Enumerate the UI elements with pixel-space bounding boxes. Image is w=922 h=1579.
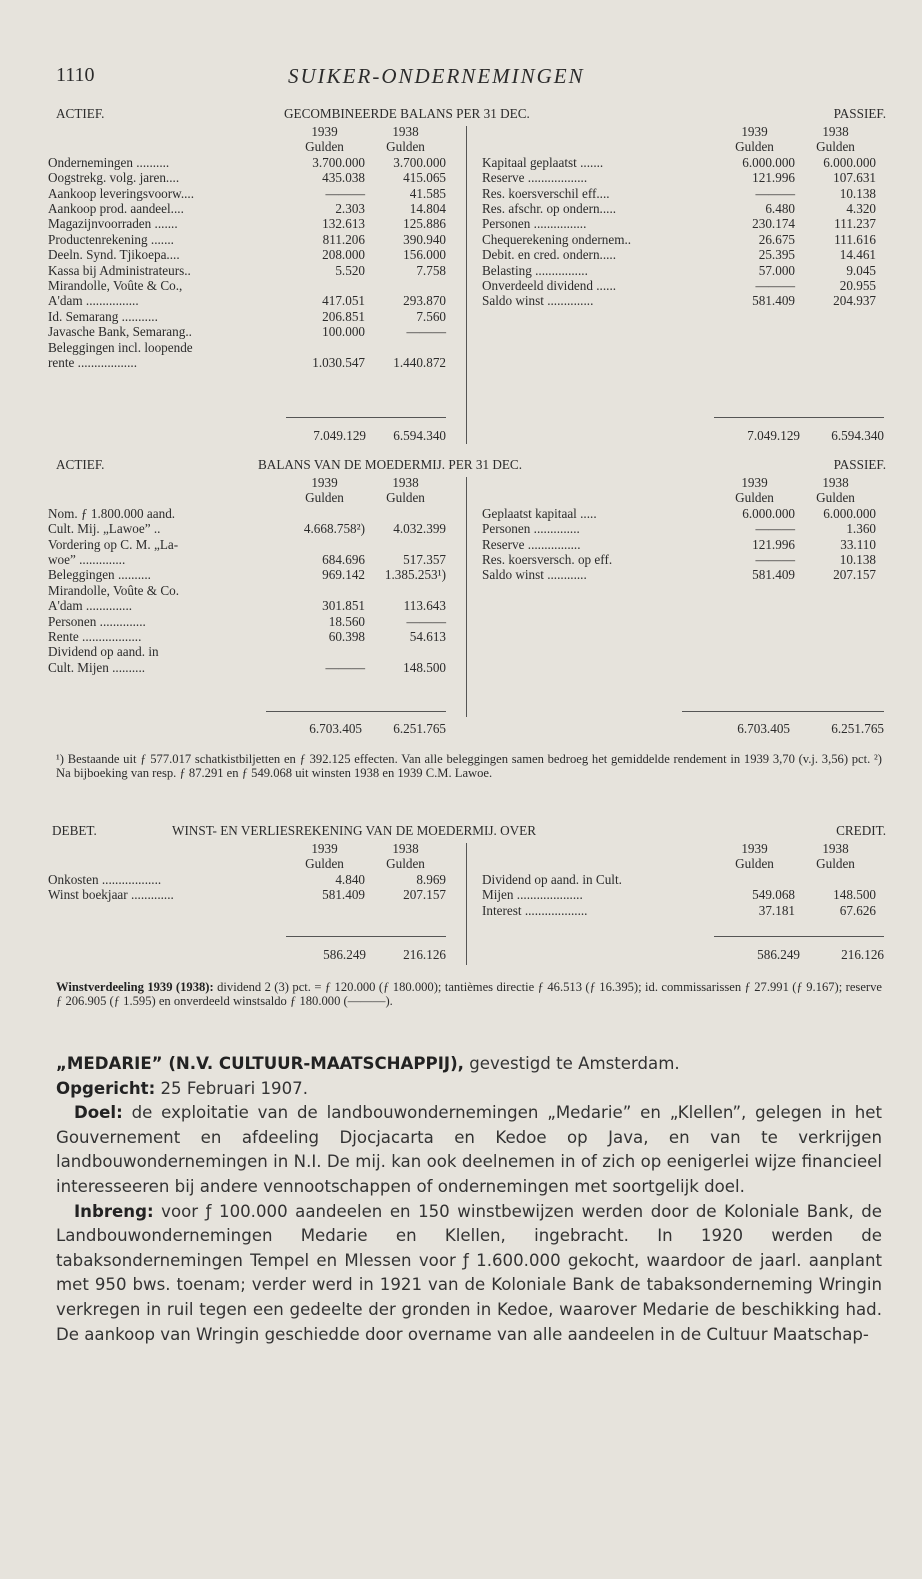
row-label: Reserve ................ [482, 536, 581, 552]
year-header-row [48, 841, 446, 856]
debet-column [48, 841, 446, 903]
credit-total [714, 947, 884, 962]
value-1939 [284, 506, 365, 521]
table-row [48, 506, 446, 521]
year-header-row [48, 475, 446, 490]
year-1939: 1939 [741, 475, 768, 490]
table-row [482, 567, 876, 582]
total-rule [714, 417, 884, 418]
unit-label: Gulden [305, 490, 344, 506]
row-label: Mirandolle, Voûte & Co., [48, 278, 183, 294]
value-1939: 37.181 [758, 902, 795, 918]
value-1939: 2.303 [335, 201, 365, 217]
winstverdeeling-text: dividend 2 (3) pct. = ƒ 120.000 (ƒ 180.000); tantièmes directie ƒ 46.513 (ƒ 16.395); id. commissarissen ƒ 27.991 (ƒ 9.167); reserve ƒ 206.905 (ƒ 1.595) en onverdeeld winstsaldo ƒ 180.000 (———). [56, 980, 882, 1008]
value-1938: 10.138 [839, 552, 876, 568]
table-row [482, 521, 876, 536]
total-rule [286, 417, 446, 418]
row-label: Ondernemingen .......... [48, 154, 170, 170]
row-label: Debit. en cred. ondern..... [482, 247, 617, 263]
value-1939: 121.996 [752, 170, 795, 186]
row-label: Aankoop prod. aandeel.... [48, 201, 184, 217]
table-row [482, 887, 876, 902]
table-row [48, 598, 446, 613]
value-1939: 26.675 [758, 231, 795, 247]
inbreng-paragraph [56, 1200, 882, 1348]
row-label: Nom. ƒ 1.800.000 aand. [48, 505, 176, 521]
unit-label: Gulden [735, 856, 774, 872]
row-label: A'dam .............. [48, 598, 133, 614]
value-1939: 132.613 [322, 216, 365, 232]
running-title: SUIKER-ONDERNEMINGEN [288, 64, 585, 88]
year-1938: 1938 [822, 475, 849, 490]
row-label: Magazijnvoorraden ....... [48, 216, 178, 232]
value-1938: 1.385.253¹) [384, 567, 446, 583]
table-row [48, 629, 446, 644]
value-1938: 1.440.872 [393, 355, 446, 371]
table-row [48, 278, 446, 293]
year-header-row [482, 475, 876, 490]
row-label: Res. koersversch. op eff. [482, 552, 613, 568]
value-1939: 4.668.758²) [303, 521, 365, 537]
value-1938: 148.500 [833, 887, 876, 903]
value-1938: 3.700.000 [393, 154, 446, 170]
spacer [48, 124, 284, 139]
value-1938 [365, 340, 446, 355]
value-1938: 14.804 [409, 201, 446, 217]
row-label: Chequerekening ondernem.. [482, 231, 632, 247]
value-1938: 20.955 [839, 278, 876, 294]
company-name: „MEDARIE” (N.V. CULTUUR-MAATSCHAPPIJ), [56, 1054, 464, 1073]
value-1938 [365, 278, 446, 293]
row-label: Personen .............. [482, 521, 580, 537]
value-1938: 207.157 [403, 887, 446, 903]
table-row [482, 216, 876, 231]
footnote: ¹) Bestaande uit ƒ 577.017 schatkistbiljetten en ƒ 392.125 effecten. Van alle beleggingen samen bedroeg het gemiddelde rendement in 1939 3,70 (v.j. 3,56) pct. ²) Na bijboeking van resp. ƒ 87.291 en ƒ 549.068 uit winsten 1938 en 1939 C.M. Lawoe. [56, 752, 882, 780]
column-divider [466, 843, 467, 965]
balance-title: BALANS VAN DE MOEDERMIJ. PER 31 DEC. [258, 457, 523, 472]
value-1939: ——— [325, 185, 365, 201]
value-1939: ——— [755, 185, 795, 201]
value-1939: 3.700.000 [312, 154, 365, 170]
total-1938: 6.594.340 [393, 428, 446, 443]
table-row [48, 263, 446, 278]
total-rule [714, 936, 884, 937]
table-row [48, 583, 446, 598]
value-1938: 107.631 [833, 170, 876, 186]
debet-heading: DEBET. [52, 823, 97, 838]
total-1939: 6.703.405 [309, 721, 362, 736]
year-1939: 1939 [311, 475, 338, 490]
unit-header-row [482, 856, 876, 871]
spacer [482, 856, 714, 871]
row-label: Personen ................ [482, 216, 587, 232]
value-1939: 435.038 [322, 170, 365, 186]
row-label: A'dam ................ [48, 293, 139, 309]
winstverdeeling-label: Winstverdeeling 1939 (1938): [56, 980, 214, 994]
row-label: Saldo winst .............. [482, 293, 594, 309]
unit-label: Gulden [735, 490, 774, 506]
table-row [482, 537, 876, 552]
row-label: Interest ................... [482, 902, 588, 918]
value-1938: ——— [406, 613, 446, 629]
value-1938: ——— [406, 324, 446, 340]
table-row [48, 155, 446, 170]
row-label: Cult. Mij. „Lawoe” .. [48, 521, 161, 537]
table-row [48, 537, 446, 552]
unit-label: Gulden [816, 490, 855, 506]
table-row [482, 263, 876, 278]
row-label: Belasting ................ [482, 262, 588, 278]
spacer [482, 490, 714, 505]
value-1939 [284, 644, 365, 659]
total-1938: 6.594.340 [831, 428, 884, 443]
spacer [482, 475, 714, 490]
value-1939: 206.851 [322, 308, 365, 324]
actief-heading: ACTIEF. [56, 457, 105, 472]
value-1939: 60.398 [328, 629, 365, 645]
row-label: Res. koersverschil eff.... [482, 185, 610, 201]
total-1939: 7.049.129 [747, 428, 800, 443]
table-row [48, 309, 446, 324]
value-1938: 204.937 [833, 293, 876, 309]
passief-heading: PASSIEF. [833, 106, 886, 121]
unit-label: Gulden [386, 490, 425, 506]
year-1939: 1939 [311, 124, 338, 139]
company-section [56, 1052, 882, 1347]
table-row [482, 293, 876, 308]
value-1938: 6.000.000 [823, 505, 876, 521]
row-label: Beleggingen .......... [48, 567, 151, 583]
value-1938: 156.000 [403, 247, 446, 263]
value-1938: 111.616 [834, 231, 876, 247]
unit-header-row [48, 490, 446, 505]
spacer [48, 475, 284, 490]
doel-text: de exploitatie van de landbouwondernemingen „Medarie” en „Klellen”, gelegen in het Gouvernement en afdeeling Djocjacarta en Kedoe op Java, en van te verkrijgen landbouwondernemingen in N.I. De mij. kan ook deelnemen in of zich op eenigerlei wijze financieel interesseeren bij andere vennootschappen of ondernemingen met soortgelijk doel. [56, 1103, 882, 1196]
row-label: Onkosten .................. [48, 871, 162, 887]
spacer [482, 139, 714, 154]
debet-total [286, 947, 446, 962]
year-header-row [482, 841, 876, 856]
table-row [48, 887, 446, 902]
page-header [56, 62, 886, 92]
credit-heading: CREDIT. [836, 823, 886, 838]
table-row [482, 201, 876, 216]
value-1938: 14.461 [839, 247, 876, 263]
table-row [482, 903, 876, 918]
table-row [48, 201, 446, 216]
row-label: Res. afschr. op ondern..... [482, 201, 617, 217]
value-1939: 57.000 [758, 262, 795, 278]
table-row [48, 355, 446, 370]
value-1938: 415.065 [403, 170, 446, 186]
parent-balance-sheet [48, 457, 886, 747]
value-1939 [714, 872, 795, 887]
value-1938 [795, 872, 876, 887]
row-label: Javasche Bank, Semarang.. [48, 324, 192, 340]
table-row [482, 170, 876, 185]
table-row [48, 567, 446, 582]
combined-balance-sheet [48, 106, 886, 444]
value-1939 [284, 278, 365, 293]
table-row [482, 186, 876, 201]
row-label: Winst boekjaar ............. [48, 887, 174, 903]
value-1939: 417.051 [322, 293, 365, 309]
total-1939: 7.049.129 [313, 428, 366, 443]
spacer [482, 124, 714, 139]
spacer [48, 139, 284, 154]
value-1939: 5.520 [335, 262, 365, 278]
value-1938: 4.032.399 [393, 521, 446, 537]
row-label: Dividend op aand. in Cult. [482, 871, 622, 887]
company-heading [56, 1052, 882, 1077]
spacer [48, 490, 284, 505]
opgericht-label: Opgericht: [56, 1078, 156, 1098]
table-row [482, 247, 876, 262]
table-row [48, 660, 446, 675]
value-1939: ——— [325, 659, 365, 675]
total-1938: 6.251.765 [831, 721, 884, 736]
unit-label: Gulden [735, 139, 774, 155]
total-1938: 216.126 [403, 947, 446, 962]
unit-label: Gulden [305, 139, 344, 155]
value-1938: 293.870 [403, 293, 446, 309]
row-label: Personen .............. [48, 613, 146, 629]
inbreng-text: voor ƒ 100.000 aandeelen en 150 winstbewijzen werden door de Koloniale Bank, de Landbouwondernemingen Medarie en Klellen, ingebracht. In 1920 werden de tabaksondernemingen Tempel en Mlessen voor ƒ 1.600.000 gekocht, waardoor de jaarl. aanplant met 950 bws. toenam; verder werd in 1921 van de Koloniale Bank de tabaksonderneming Wringin verkregen in ruil tegen een gedeelte der gronden in Kedoe, waarover Medarie de beschikking had. De aankoop van Wringin geschiedde door overname van alle aandeelen in de Cultuur Maatschap- [56, 1201, 882, 1344]
value-1939: 811.206 [322, 231, 365, 247]
doel-paragraph [56, 1101, 882, 1199]
row-label: Rente .................. [48, 629, 142, 645]
table-row [48, 340, 446, 355]
value-1938: 9.045 [846, 262, 876, 278]
table-row [48, 293, 446, 308]
value-1938: 41.585 [409, 185, 446, 201]
table-row [48, 872, 446, 887]
value-1939: 581.409 [322, 887, 365, 903]
row-label: rente .................. [48, 355, 137, 371]
spacer [482, 841, 714, 856]
unit-header-row [48, 139, 446, 154]
value-1938: 113.643 [403, 598, 446, 614]
value-1939: 969.142 [322, 567, 365, 583]
row-label: Dividend op aand. in [48, 644, 159, 660]
value-1939: 6.480 [765, 201, 795, 217]
row-label: Saldo winst ............ [482, 567, 587, 583]
value-1939: 230.174 [752, 216, 795, 232]
table-row [482, 872, 876, 887]
value-1939: ——— [755, 521, 795, 537]
unit-label: Gulden [386, 856, 425, 872]
value-1939: 6.000.000 [742, 505, 795, 521]
value-1939 [284, 340, 365, 355]
row-label: Mirandolle, Voûte & Co. [48, 582, 180, 598]
winstverdeeling [56, 980, 882, 1008]
total-1938: 6.251.765 [393, 721, 446, 736]
value-1939: 25.395 [758, 247, 795, 263]
year-1939: 1939 [741, 124, 768, 139]
unit-header-row [482, 139, 876, 154]
table-row [48, 552, 446, 567]
value-1939: ——— [755, 552, 795, 568]
total-rule [682, 711, 884, 712]
year-header-row [48, 124, 446, 139]
value-1938: 1.360 [846, 521, 876, 537]
value-1939: 301.851 [322, 598, 365, 614]
value-1938: 67.626 [839, 902, 876, 918]
profit-loss-account [48, 823, 886, 973]
row-label: Kassa bij Administrateurs.. [48, 262, 191, 278]
value-1938: 390.940 [403, 231, 446, 247]
value-1939 [284, 537, 365, 552]
row-label: Geplaatst kapitaal ..... [482, 505, 597, 521]
row-label: Cult. Mijen .......... [48, 659, 146, 675]
value-1939: 581.409 [752, 567, 795, 583]
value-1938 [365, 537, 446, 552]
actief-total [266, 721, 446, 736]
value-1938 [365, 506, 446, 521]
unit-label: Gulden [386, 139, 425, 155]
table-row [482, 155, 876, 170]
table-row [482, 506, 876, 521]
company-seat: gevestigd te Amsterdam. [463, 1054, 680, 1073]
year-1938: 1938 [822, 841, 849, 856]
unit-label: Gulden [305, 856, 344, 872]
table-row [48, 170, 446, 185]
value-1938: 4.320 [846, 201, 876, 217]
value-1939: 549.068 [752, 887, 795, 903]
table-row [48, 186, 446, 201]
value-1939 [284, 583, 365, 598]
value-1939: 6.000.000 [742, 154, 795, 170]
column-divider [466, 126, 467, 444]
page-number: 1110 [56, 64, 95, 86]
table-row [482, 278, 876, 293]
table-row [48, 521, 446, 536]
table-row [48, 247, 446, 262]
passief-column [482, 475, 886, 583]
spacer [48, 841, 284, 856]
value-1939: 1.030.547 [312, 355, 365, 371]
value-1938: 207.157 [833, 567, 876, 583]
table-row [48, 232, 446, 247]
total-1939: 6.703.405 [737, 721, 790, 736]
value-1939: 208.000 [322, 247, 365, 263]
unit-header-row [482, 490, 876, 505]
row-label: Onverdeeld dividend ...... [482, 278, 617, 294]
total-rule [286, 936, 446, 937]
account-title: WINST- EN VERLIESREKENING VAN DE MOEDERMIJ. OVER [172, 823, 536, 838]
passief-heading: PASSIEF. [833, 457, 886, 472]
table-row [482, 552, 876, 567]
value-1938: 148.500 [403, 659, 446, 675]
value-1938: 111.237 [834, 216, 876, 232]
row-label: Kapitaal geplaatst ....... [482, 154, 604, 170]
balance-title: GECOMBINEERDE BALANS PER 31 DEC. [284, 106, 530, 121]
value-1938: 125.886 [403, 216, 446, 232]
unit-label: Gulden [816, 856, 855, 872]
value-1938: 517.357 [403, 552, 446, 568]
row-label: Productenrekening ....... [48, 231, 174, 247]
row-label: Beleggingen incl. loopende [48, 339, 193, 355]
value-1938 [365, 583, 446, 598]
table-row [48, 644, 446, 659]
credit-column [482, 841, 886, 918]
actief-column [48, 475, 446, 675]
value-1938: 7.560 [416, 308, 446, 324]
value-1939: 581.409 [752, 293, 795, 309]
value-1939: 121.996 [752, 536, 795, 552]
value-1938: 6.000.000 [823, 154, 876, 170]
doel-label: Doel: [74, 1103, 123, 1123]
total-1939: 586.249 [323, 947, 366, 962]
total-rule [266, 711, 446, 712]
passief-total [682, 721, 884, 736]
passief-column [482, 124, 886, 309]
spacer [48, 856, 284, 871]
year-1939: 1939 [741, 841, 768, 856]
value-1939: 684.696 [322, 552, 365, 568]
total-1938: 216.126 [841, 947, 884, 962]
unit-label: Gulden [816, 139, 855, 155]
year-1938: 1938 [392, 475, 419, 490]
value-1939: ——— [755, 278, 795, 294]
inbreng-label: Inbreng: [74, 1201, 154, 1221]
actief-heading: ACTIEF. [56, 106, 105, 121]
row-label: Vordering op C. M. „La- [48, 536, 179, 552]
opgericht-value: 25 Februari 1907. [155, 1078, 308, 1098]
row-label: Mijen .................... [482, 887, 583, 903]
row-label: Aankoop leveringsvoorw.... [48, 185, 195, 201]
value-1938: 8.969 [416, 871, 446, 887]
row-label: Id. Semarang ........... [48, 308, 158, 324]
value-1938 [365, 644, 446, 659]
total-1939: 586.249 [757, 947, 800, 962]
year-header-row [482, 124, 876, 139]
passief-total [714, 428, 884, 443]
row-label: Reserve .................. [482, 170, 588, 186]
year-1938: 1938 [822, 124, 849, 139]
row-label: woe” .............. [48, 552, 126, 568]
actief-column [48, 124, 446, 371]
table-row [48, 324, 446, 339]
table-row [482, 232, 876, 247]
value-1938: 7.758 [416, 262, 446, 278]
value-1938: 33.110 [840, 536, 876, 552]
opgericht-line [56, 1077, 882, 1102]
actief-total [286, 428, 446, 443]
value-1938: 10.138 [839, 185, 876, 201]
table-row [48, 614, 446, 629]
column-divider [466, 477, 467, 717]
row-label: Oogstrekg. volg. jaren.... [48, 170, 180, 186]
unit-header-row [48, 856, 446, 871]
year-1939: 1939 [311, 841, 338, 856]
value-1938: 54.613 [409, 629, 446, 645]
year-1938: 1938 [392, 124, 419, 139]
year-1938: 1938 [392, 841, 419, 856]
table-row [48, 216, 446, 231]
row-label: Deeln. Synd. Tjikoepa.... [48, 247, 180, 263]
value-1939: 100.000 [322, 324, 365, 340]
value-1939: 4.840 [335, 871, 365, 887]
value-1939: 18.560 [328, 613, 365, 629]
